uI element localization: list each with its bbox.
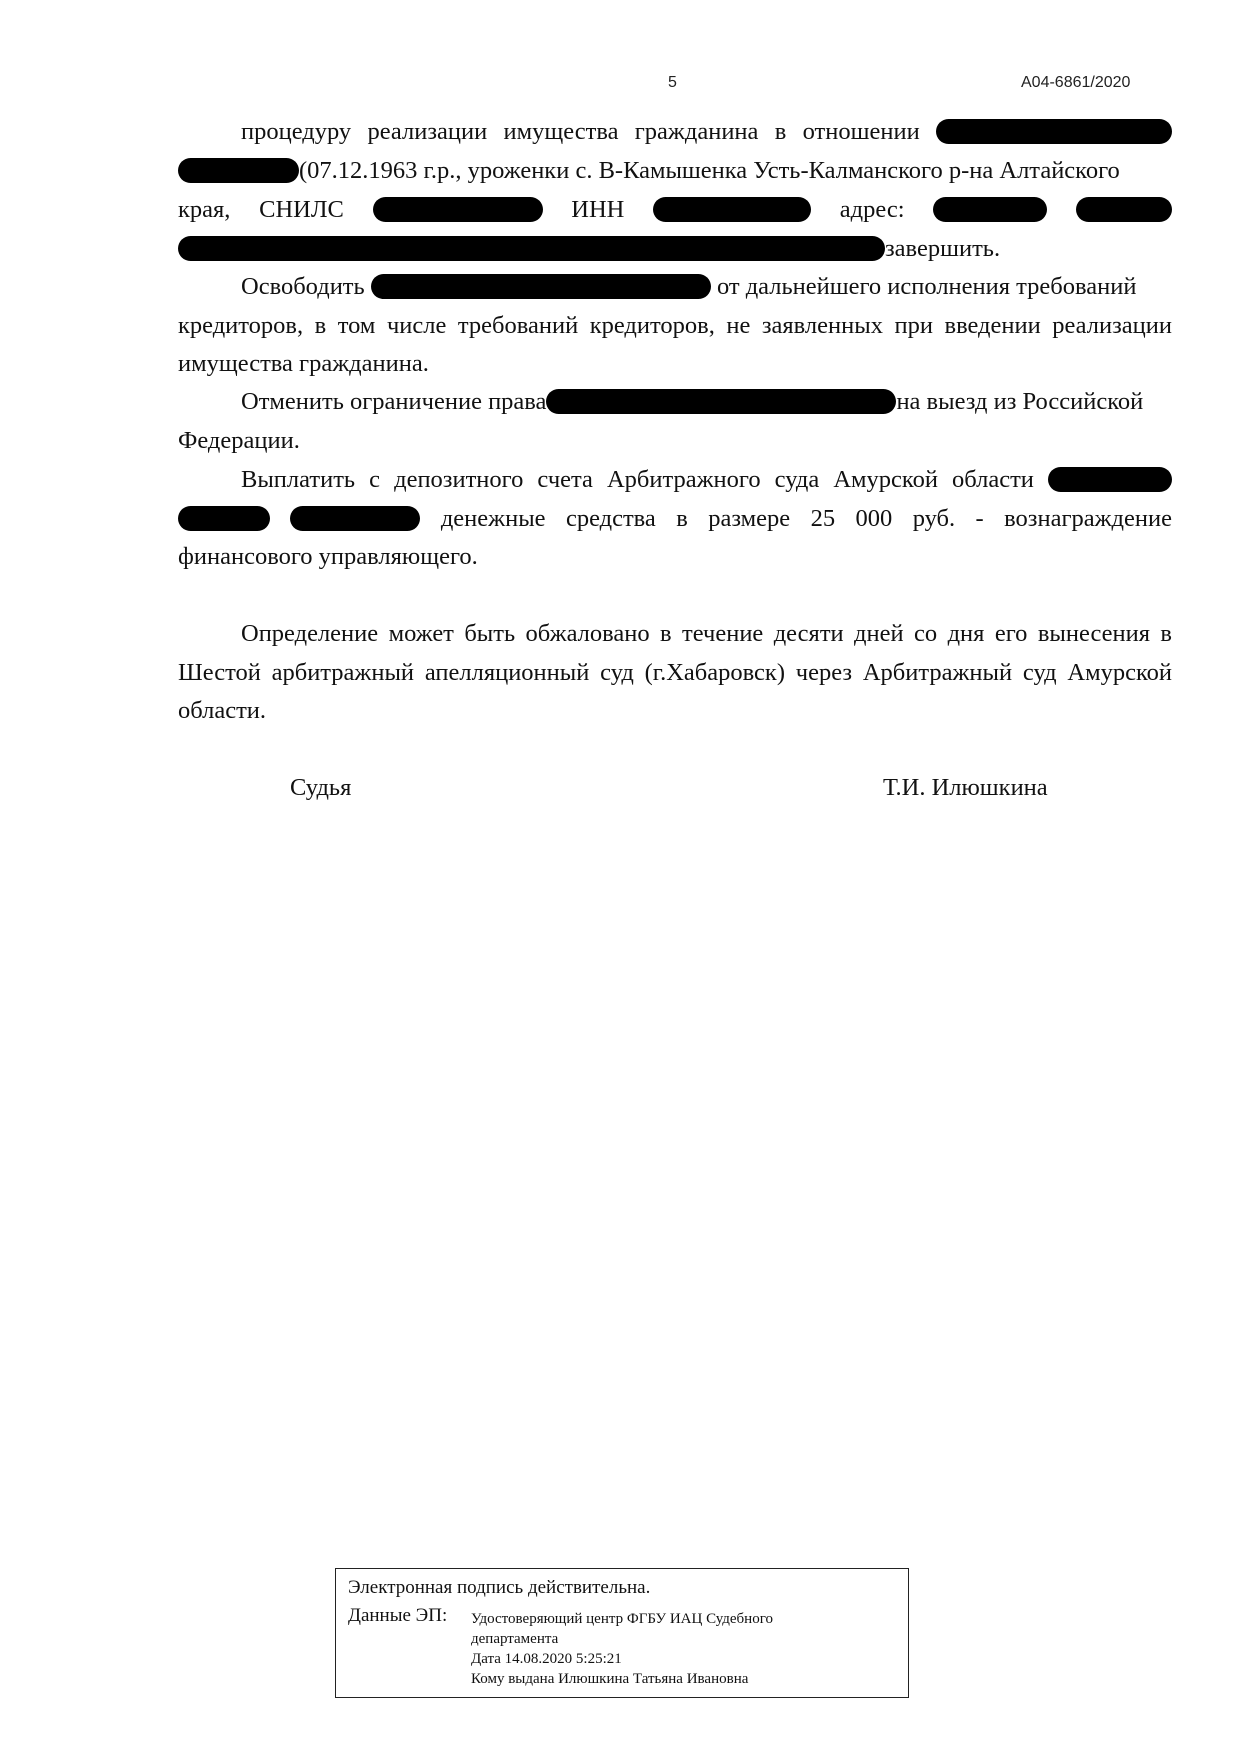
paragraph-4-line-1: Выплатить с депозитного счета Арбитражного суда Амурской области (178, 465, 1172, 495)
redaction-block (936, 119, 1172, 144)
redaction-block (546, 389, 896, 414)
paragraph-1-line-4: завершить. (178, 234, 1172, 264)
judge-title: Судья (290, 774, 352, 801)
paragraph-1-line-1: процедуру реализации имущества гражданина в отношении (178, 117, 1172, 147)
paragraph-5-line-1: Определение может быть обжаловано в течение десяти дней со дня его вынесения в (241, 620, 1172, 647)
paragraph-4-line-2: денежные средства в размере 25 000 руб. - вознаграждение (178, 504, 1172, 534)
e-signature-label: Данные ЭП: (348, 1605, 448, 1626)
paragraph-1-line-3: края, СНИЛС ИНН адрес: (178, 195, 1172, 225)
redaction-block (178, 236, 885, 261)
e-signature-details (471, 1609, 891, 1689)
paragraph-3-line-1: Отменить ограничение права на выезд из Российской (241, 388, 1144, 415)
e-signature-issuer-line-2: департамента (471, 1631, 559, 1647)
e-signature-date: Дата 14.08.2020 5:25:21 (471, 1651, 622, 1667)
judge-name: Т.И. Илюшкина (883, 774, 1048, 801)
e-signature-issuer-line-1: Удостоверяющий центр ФГБУ ИАЦ Судебного (471, 1611, 773, 1627)
paragraph-2-line-3: имущества гражданина. (178, 350, 429, 377)
e-signature-box (335, 1568, 909, 1698)
e-signature-issued-to: Кому выдана Илюшкина Татьяна Ивановна (471, 1671, 749, 1687)
page-number: 5 (668, 74, 677, 91)
redaction-block (1048, 467, 1172, 492)
e-signature-status: Электронная подпись действительна. (348, 1577, 651, 1598)
paragraph-5-line-3: области. (178, 697, 267, 724)
paragraph-2-line-2: кредиторов, в том числе требований кредиторов, не заявленных при введении реализации (178, 312, 1172, 339)
paragraph-1-line-2: (07.12.1963 г.р., уроженки с. В-Камышенка Усть-Калманского р-на Алтайского (178, 156, 1172, 186)
redaction-block (178, 158, 299, 183)
redaction-block (371, 274, 711, 299)
redaction-block (373, 197, 543, 222)
redaction-block (933, 197, 1047, 222)
case-number: А04-6861/2020 (1021, 74, 1131, 91)
redaction-block (1076, 197, 1172, 222)
redaction-block (290, 506, 420, 531)
redaction-block (653, 197, 811, 222)
redaction-block (178, 506, 270, 531)
paragraph-4-line-3: финансового управляющего. (178, 543, 478, 570)
paragraph-5-line-2: Шестой арбитражный апелляционный суд (г.Хабаровск) через Арбитражный суд Амурской (178, 659, 1172, 686)
paragraph-2-line-1: Освободить от дальнейшего исполнения требований (241, 273, 1137, 300)
paragraph-3-line-2: Федерации. (178, 427, 300, 454)
